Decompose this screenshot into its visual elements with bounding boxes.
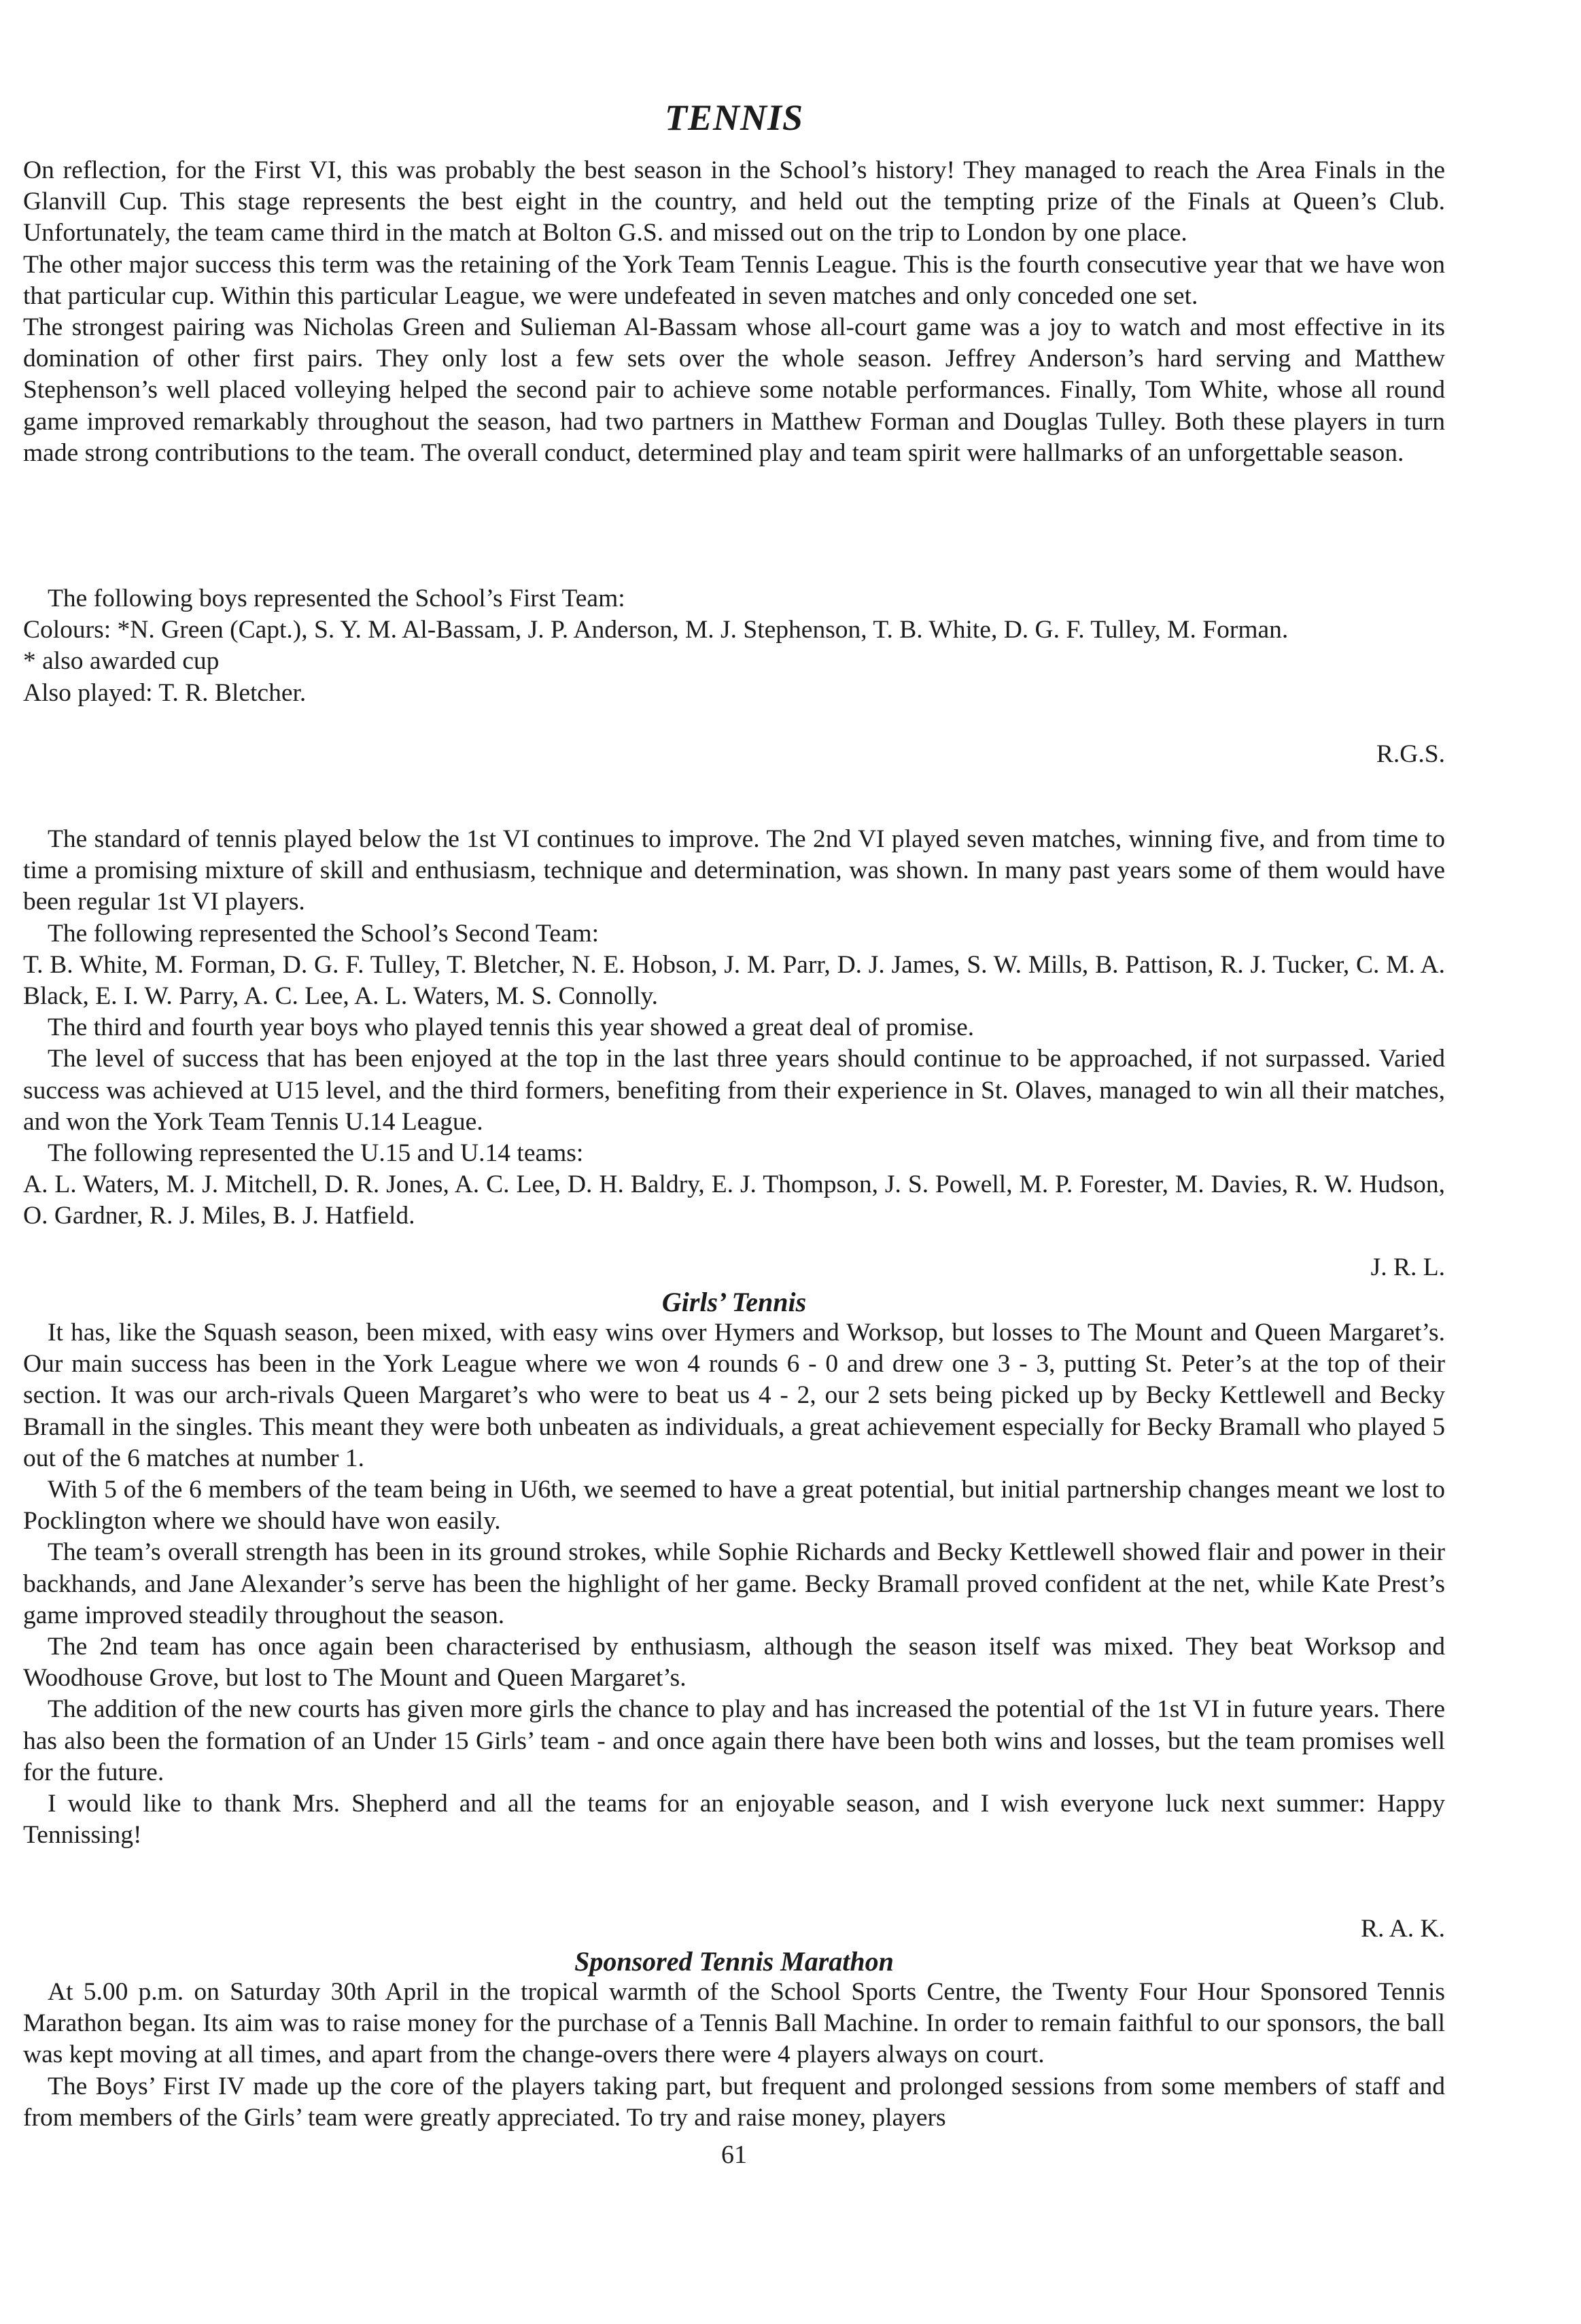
- paragraph: The following boys represented the School’s First Team:: [48, 585, 625, 612]
- paragraph: The following represented the U.15 and U.14 teams:: [48, 1139, 584, 1168]
- also-played: Also played: T. R. Bletcher.: [23, 678, 307, 707]
- paragraph: The standard of tennis played below the 1st VI continues to improve. The 2nd VI played seven matches, winning five, and from time to time a promising mixture of skill and enthusiasm, technique and determination, was shown. In many past years some of them would have been regular 1st VI players.: [23, 825, 1445, 916]
- paragraph: With 5 of the 6 members of the team being in U6th, we seemed to have a great potential, but initial partnership changes meant we lost to Pocklington where we should have won easily.: [23, 1476, 1445, 1536]
- section-title: Girls’ Tennis: [661, 1287, 807, 1317]
- page-title: TENNIS: [664, 97, 804, 138]
- paragraph: The level of success that has been enjoyed at the top in the last three years should continue to be approached, if not surpassed. Varied success was achieved at U15 level, and the third formers, benefiting from their experience in St. Olaves, managed to win all their matches, and won the York Team Tennis U.14 League.: [23, 1045, 1445, 1136]
- paragraph: I would like to thank Mrs. Shepherd and all the teams for an enjoyable season, and I wish everyone luck next summer: Happy Tennissing!: [23, 1790, 1445, 1850]
- marathon-section: [23, 1977, 1445, 2134]
- paragraph: The third and fourth year boys who played tennis this year showed a great deal of promise.: [48, 1013, 975, 1042]
- document-page: [23, 0, 1445, 2324]
- colours-list: Colours: *N. Green (Capt.), S. Y. M. Al-Bassam, J. P. Anderson, M. J. Stephenson, T. B. White, D. G. F. Tulley, M. Forman.: [23, 616, 1289, 644]
- first-team-list: [23, 583, 1445, 709]
- paragraph: The other major success this term was the retaining of the York Team Tennis League. This is the fourth consecutive year that we have won that particular cup. Within this particular League, we were undefeated in seven matches and only conceded one set.: [23, 250, 1445, 310]
- signature: R.G.S.: [1376, 740, 1445, 768]
- paragraph: The team’s overall strength has been in its ground strokes, while Sophie Richards and Becky Kettlewell showed flair and power in their backhands, and Jane Alexander’s serve has been the highlight of her game. Becky Bramall proved confident at the net, while Kate Prest’s game improved steadily throughout the season.: [23, 1538, 1445, 1629]
- roster: T. B. White, M. Forman, D. G. F. Tulley, T. Bletcher, N. E. Hobson, J. M. Parr, D. J. James, S. W. Mills, B. Pattison, R. J. Tucker, C. M. A. Black, E. I. W. Parry, A. C. Lee, A. L. Waters, M. S. Connolly.: [23, 950, 1445, 1011]
- section-title: Sponsored Tennis Marathon: [574, 1946, 894, 1977]
- paragraph: At 5.00 p.m. on Saturday 30th April in the tropical warmth of the School Sports Centre, the Twenty Four Hour Sponsored Tennis Marathon began. Its aim was to raise money for the purchase of a Tennis Ball Machine. In order to remain faithful to our sponsors, the ball was kept moving at all times, and apart from the change-overs there were 4 players always on court.: [23, 1978, 1445, 2069]
- paragraph: The addition of the new courts has given more girls the chance to play and has increased the potential of the 1st VI in future years. There has also been the formation of an Under 15 Girls’ team - and once again there have been both wins and losses, but the team promises well for the future.: [23, 1695, 1445, 1786]
- signature: R. A. K.: [1361, 1915, 1445, 1943]
- paragraph: The strongest pairing was Nicholas Green and Sulieman Al-Bassam whose all-court game was a joy to watch and most effective in its domination of other first pairs. They only lost a few sets over the whole season. Jeffrey Anderson’s hard serving and Matthew Stephenson’s well placed volleying helped the second pair to achieve some notable performances. Finally, Tom White, whose all round game improved remarkably throughout the season, had two partners in Matthew Forman and Douglas Tulley. Both these players in turn made strong contributions to the team. The overall conduct, determined play and team spirit were hallmarks of an unforgettable season.: [23, 313, 1445, 467]
- paragraph: The 2nd team has once again been characterised by enthusiasm, although the season itself was mixed. They beat Worksop and Woodhouse Grove, but lost to The Mount and Queen Margaret’s.: [23, 1633, 1445, 1693]
- signature: J. R. L.: [1370, 1253, 1445, 1281]
- paragraph: The following represented the School’s Second Team:: [48, 919, 600, 948]
- roster: A. L. Waters, M. J. Mitchell, D. R. Jones, A. C. Lee, D. H. Baldry, E. J. Thompson, J. S. Powell, M. P. Forester, M. Davies, R. W. Hudson, O. Gardner, R. J. Miles, B. J. Hatfield.: [23, 1170, 1445, 1230]
- paragraph: The Boys’ First IV made up the core of the players taking part, but frequent and prolonged sessions from some members of staff and from members of the Girls’ team were greatly appreciated. To try and raise money, players: [23, 2072, 1445, 2132]
- second-team-section: [23, 824, 1445, 1232]
- page-number: 61: [721, 2140, 747, 2169]
- girls-tennis-section: [23, 1317, 1445, 1851]
- paragraph: On reflection, for the First VI, this was probably the best season in the School’s history! They managed to reach the Area Finals in the Glanvill Cup. This stage represents the best eight in the country, and held out the tempting prize of the Finals at Queen’s Club. Unfortunately, the team came third in the match at Bolton G.S. and missed out on the trip to London by one place.: [23, 156, 1445, 247]
- paragraph: It has, like the Squash season, been mixed, with easy wins over Hymers and Worksop, but losses to The Mount and Queen Margaret’s. Our main success has been in the York League where we won 4 rounds 6 - 0 and drew one 3 - 3, putting St. Peter’s at the top of their section. It was our arch-rivals Queen Margaret’s who were to beat us 4 - 2, our 2 sets being picked up by Becky Kettlewell and Becky Bramall in the singles. This meant they were both unbeaten as individuals, a great achievement especially for Becky Bramall who played 5 out of the 6 matches at number 1.: [23, 1319, 1445, 1472]
- tennis-first-team-section: [23, 155, 1445, 469]
- cup-note: * also awarded cup: [23, 647, 220, 676]
